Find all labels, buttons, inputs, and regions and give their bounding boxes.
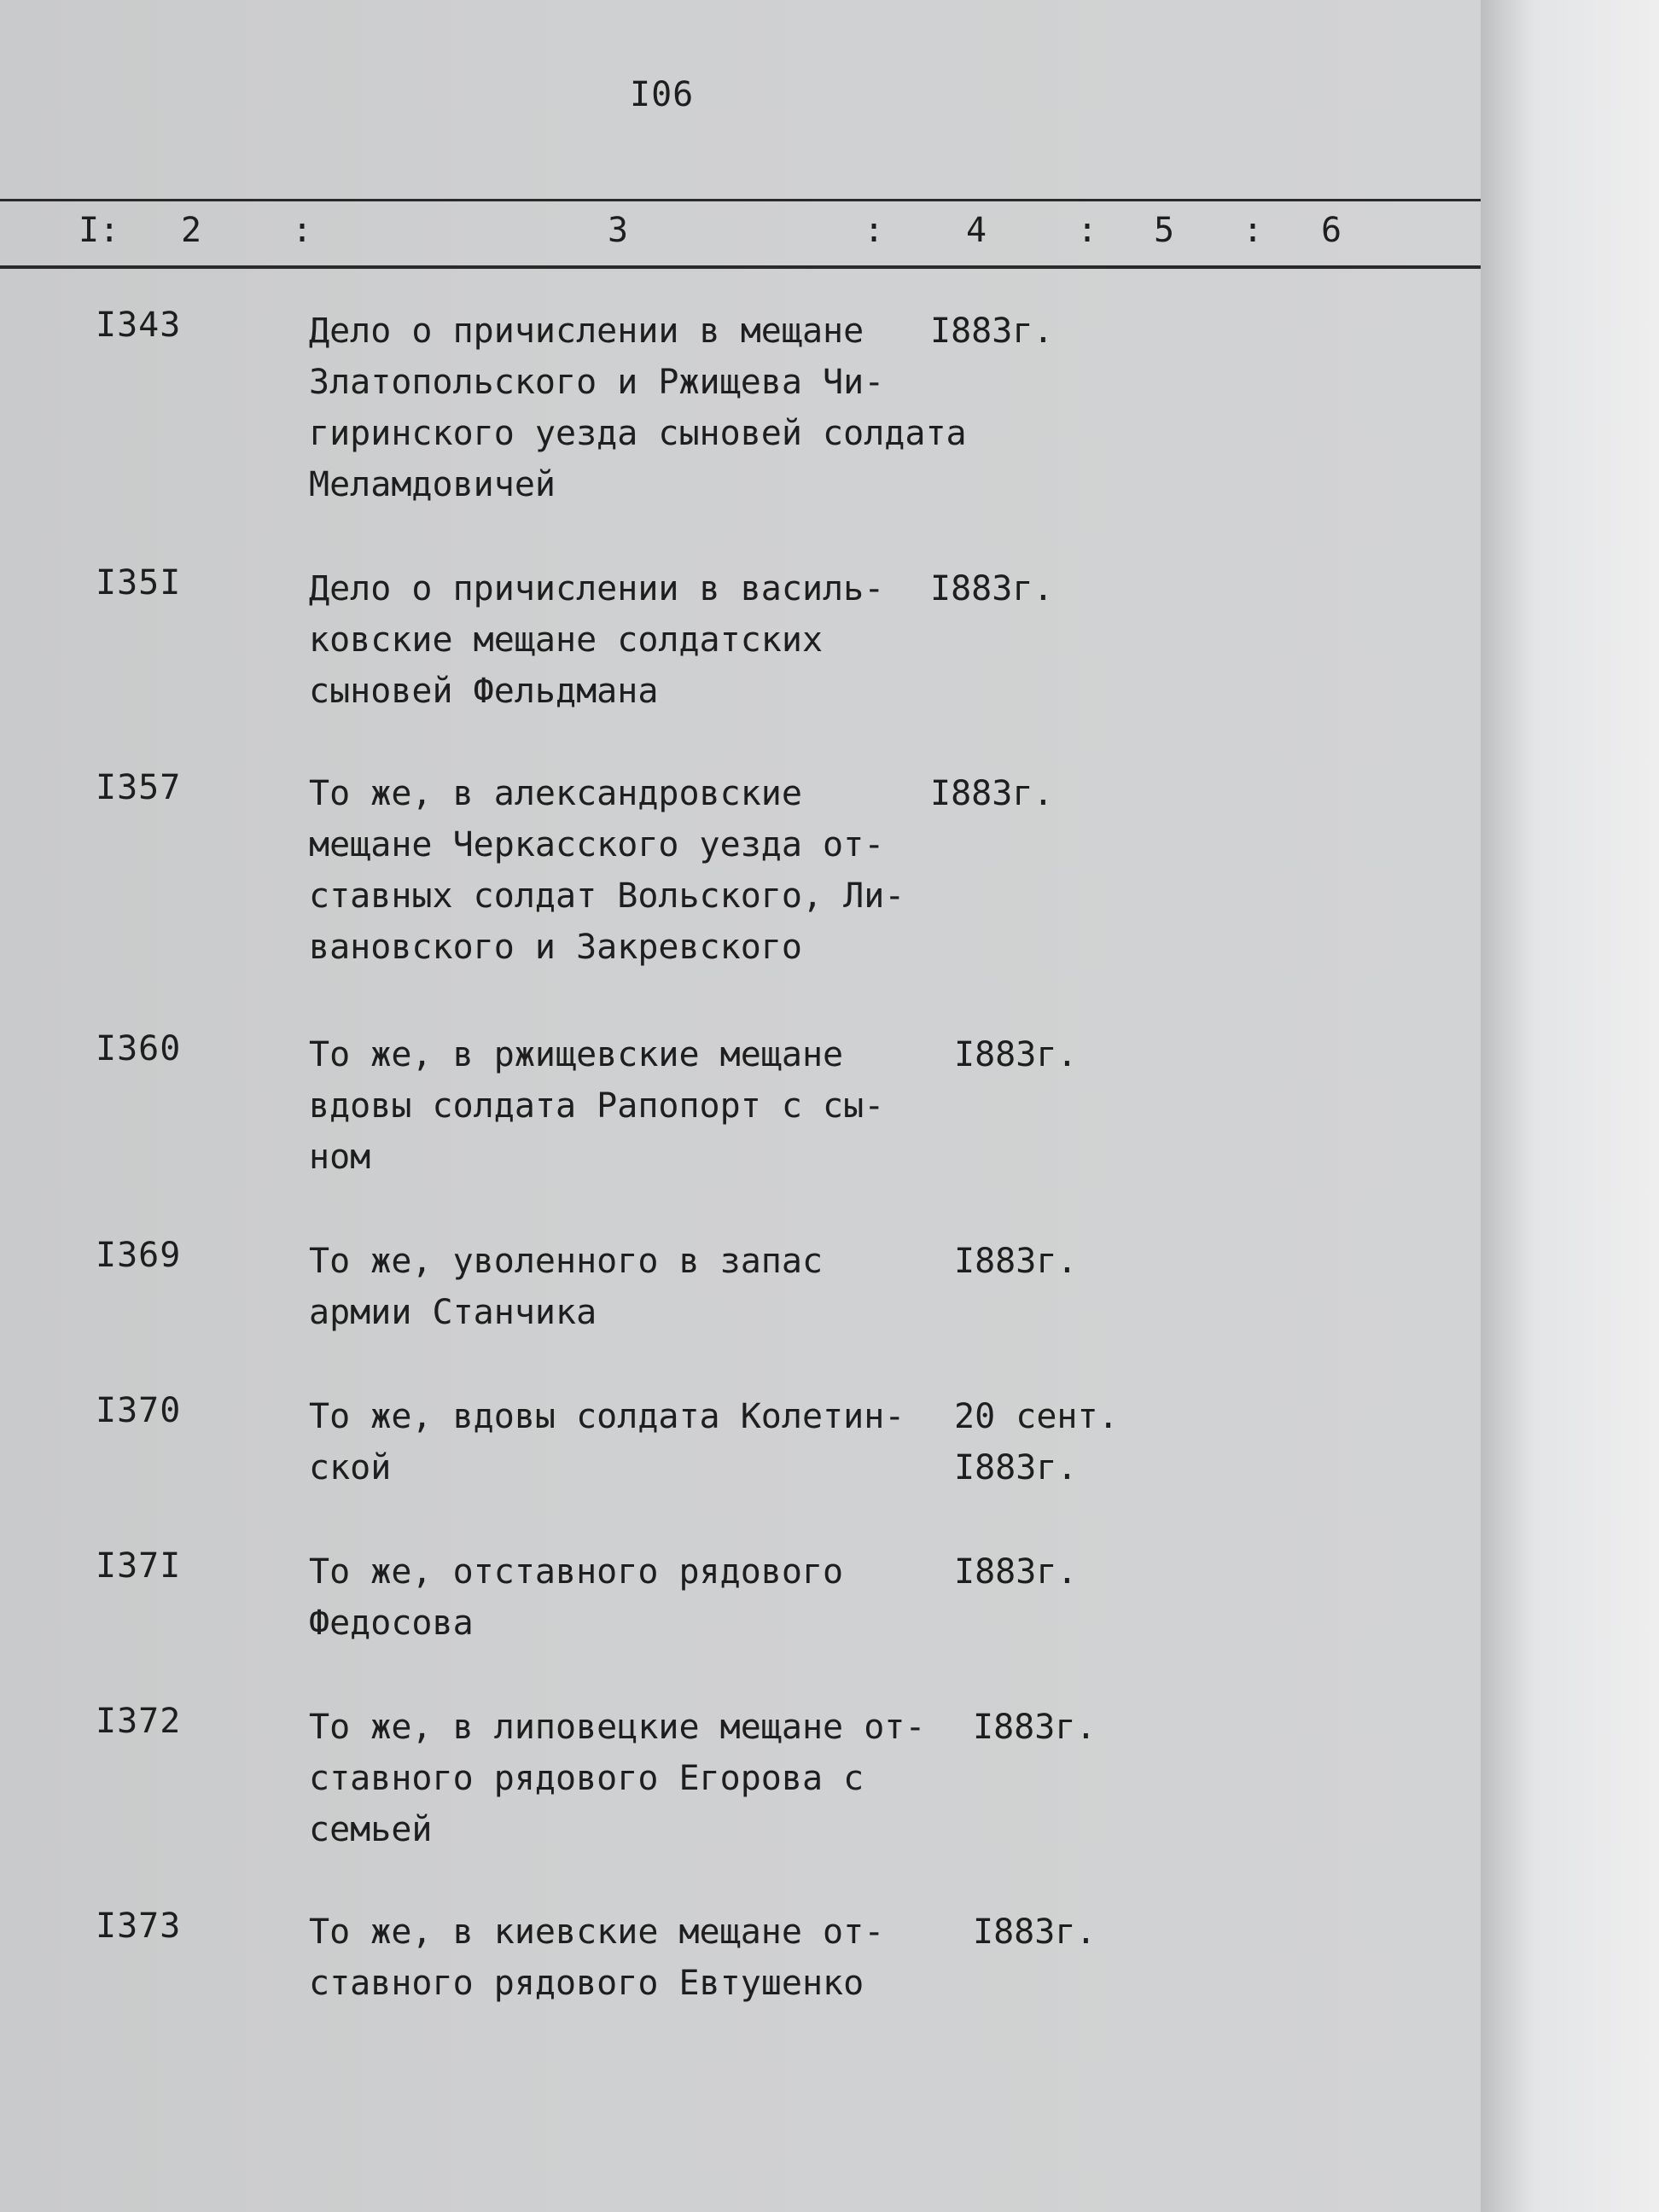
- entry-number: I373: [96, 1906, 182, 1946]
- column-header-3: 3: [608, 211, 629, 250]
- entry-date: I883г.: [973, 1912, 1097, 1952]
- entry-date: I883г.: [930, 311, 1054, 351]
- table-header-bottom-rule: [0, 265, 1481, 269]
- column-separator: :: [292, 211, 313, 250]
- column-header-6: 6: [1321, 211, 1342, 250]
- entry-number: I35I: [96, 563, 182, 602]
- entry-date: I883г.: [954, 1035, 1078, 1074]
- table-header-top-rule: [0, 199, 1481, 201]
- entry-description: То же, в александровские мещане Черкасского уезда от- ставных солдат Вольского, Ли- вановского и Закревского: [309, 774, 905, 967]
- entry-description: То же, вдовы солдата Колетин- ской: [309, 1397, 905, 1487]
- entry-date: I883г.: [973, 1708, 1097, 1747]
- column-separator: :: [1077, 211, 1098, 250]
- entry-number: I372: [96, 1702, 182, 1741]
- entry-number: I37I: [96, 1546, 182, 1586]
- entry-description: То же, отставного рядового Федосова: [309, 1552, 844, 1643]
- entry-date: I883г.: [930, 774, 1054, 813]
- entry-description: Дело о причислении в мещане Златопольского и Ржищева Чи- гиринского уезда сыновей солдата Меламдовичей: [309, 311, 967, 504]
- column-header-1: I:: [79, 211, 120, 250]
- entry-description: Дело о причислении в василь- ковские мещане солдатских сыновей Фельдмана: [309, 569, 885, 711]
- entry-number: I369: [96, 1236, 182, 1275]
- entry-date: I883г.: [954, 1242, 1078, 1281]
- entry-date: I883г.: [930, 569, 1054, 608]
- page-number: I06: [630, 75, 695, 114]
- entry-description: То же, уволенного в запас армии Станчика: [309, 1242, 824, 1332]
- entry-number: I370: [96, 1391, 182, 1430]
- column-header-5: 5: [1154, 211, 1175, 250]
- column-separator: :: [864, 211, 885, 250]
- entry-description: То же, в липовецкие мещане от- ставного рядового Егорова с семьей: [309, 1708, 926, 1849]
- entry-number: I357: [96, 768, 182, 807]
- column-header-4: 4: [966, 211, 987, 250]
- entry-description: То же, в киевские мещане от- ставного рядового Евтушенко: [309, 1912, 885, 2003]
- entry-description: То же, в ржищевские мещане вдовы солдата Рапопорт с сы- ном: [309, 1035, 885, 1177]
- entry-date: I883г.: [954, 1552, 1078, 1592]
- scan-background: [1481, 0, 1659, 2212]
- column-header-2: 2: [181, 211, 202, 250]
- entry-number: I343: [96, 306, 182, 345]
- entry-number: I360: [96, 1029, 182, 1068]
- entry-date: 20 сент. I883г.: [954, 1397, 1119, 1487]
- column-separator: :: [1243, 211, 1264, 250]
